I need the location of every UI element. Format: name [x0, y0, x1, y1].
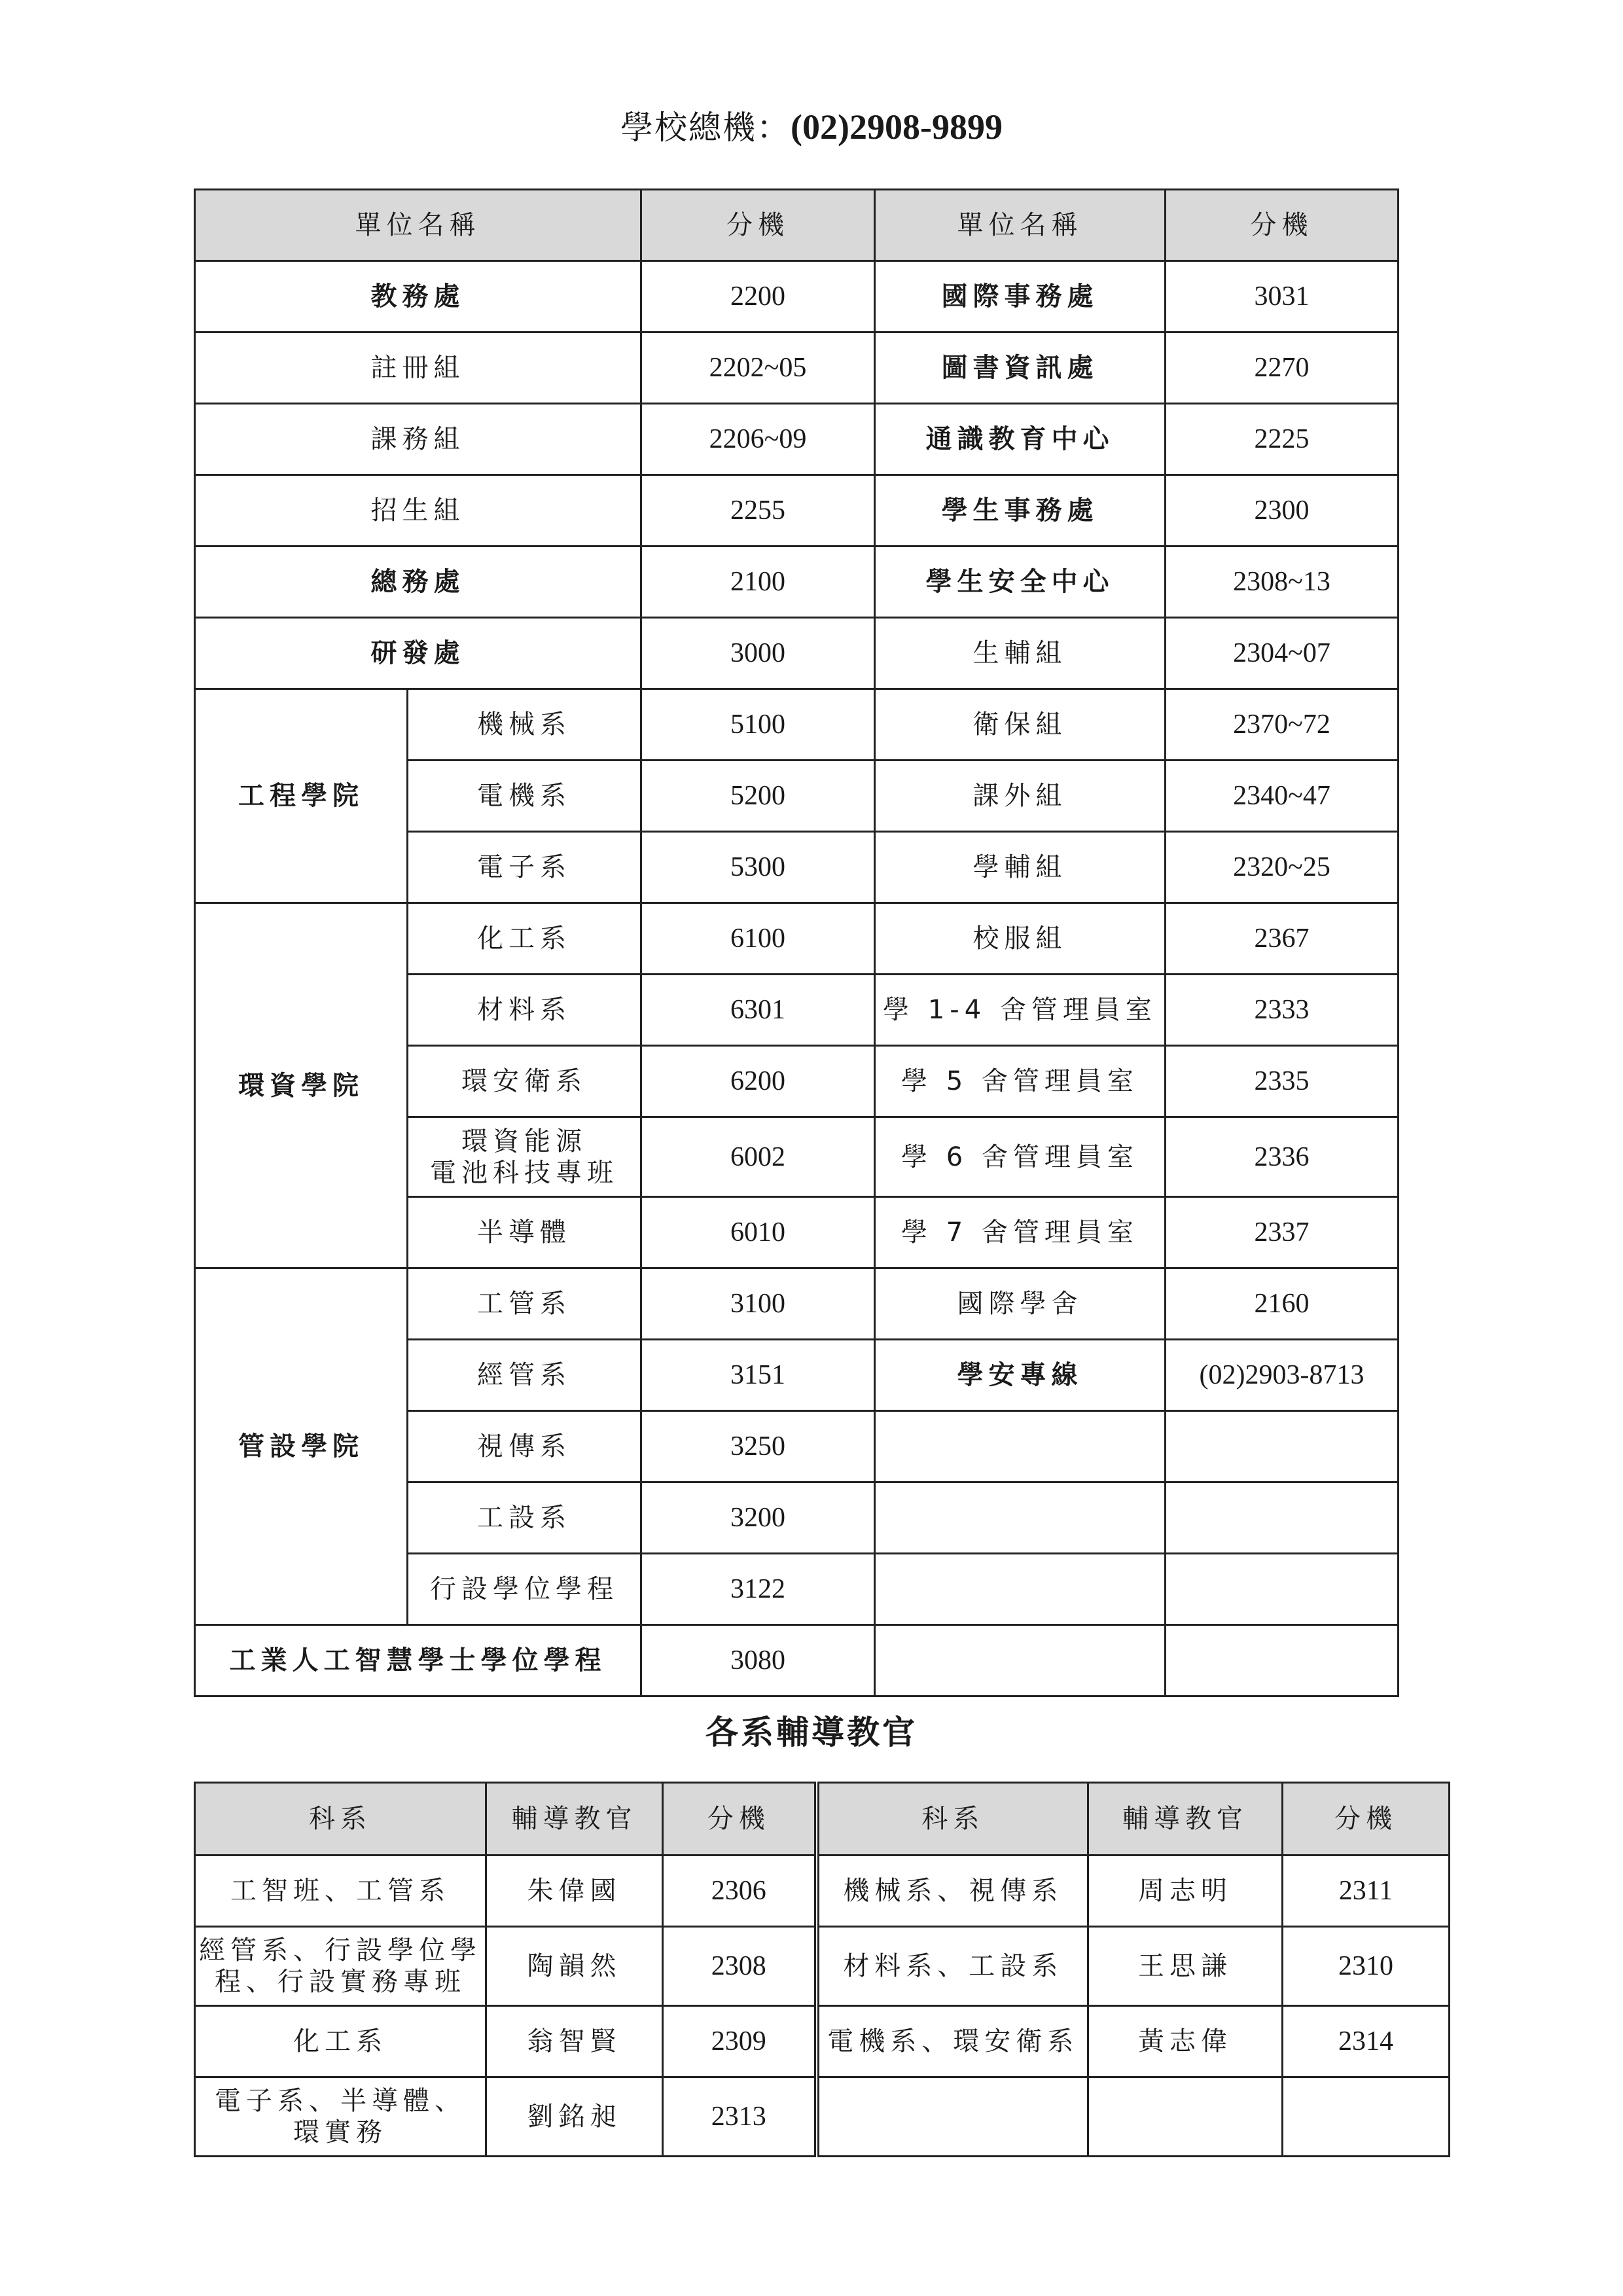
unit-name: 招生組 [195, 475, 641, 547]
unit-extension: 2255 [641, 475, 875, 547]
instructor-extension: 2309 [663, 2006, 817, 2077]
empty-cell [1166, 1625, 1399, 1696]
unit-name: 衛保組 [875, 689, 1166, 761]
department-name: 材料系、工設系 [817, 1927, 1088, 2006]
instructor-name: 陶韻然 [486, 1927, 663, 2006]
unit-extension: 2225 [1166, 404, 1399, 475]
instructor-extension: 2308 [663, 1927, 817, 2006]
header-unit-name: 單位名稱 [195, 190, 641, 261]
unit-extension: 2308~13 [1166, 547, 1399, 618]
instructor-name: 朱偉國 [486, 1856, 663, 1927]
unit-name: 國際學舍 [875, 1268, 1166, 1340]
unit-name: 國際事務處 [875, 261, 1166, 332]
department-extension: 3151 [641, 1340, 875, 1411]
unit-extension: 2340~47 [1166, 761, 1399, 832]
table-row [195, 261, 1399, 332]
college-name: 環資學院 [195, 903, 408, 1268]
table-row [195, 547, 1399, 618]
department-extension: 6200 [641, 1046, 875, 1117]
department-name [817, 2077, 1088, 2157]
table-row [195, 2006, 1450, 2077]
unit-extension: (02)2903-8713 [1166, 1340, 1399, 1411]
instructors-title: 各系輔導教官 [705, 1713, 918, 1751]
department-name: 化工系 [195, 2006, 486, 2077]
empty-cell [875, 1554, 1166, 1625]
extension-table-body [195, 261, 1399, 1696]
department-extension: 6301 [641, 975, 875, 1046]
unit-name: 圖書資訊處 [875, 332, 1166, 404]
instructor-name: 王思謙 [1088, 1927, 1283, 2006]
unit-name: 教務處 [195, 261, 641, 332]
department-name: 材料系 [408, 975, 641, 1046]
unit-extension: 2336 [1166, 1117, 1399, 1197]
unit-name: 學 5 舍管理員室 [875, 1046, 1166, 1117]
department-name: 電子系、半導體、 環實務 [195, 2077, 486, 2157]
unit-extension: 2337 [1166, 1197, 1399, 1268]
department-name: 經管系、行設學位學 程、行設實務專班 [195, 1927, 486, 2006]
department-name: 電機系、環安衛系 [817, 2006, 1088, 2077]
unit-name: 研發處 [195, 618, 641, 689]
empty-cell [875, 1482, 1166, 1554]
department-name: 環安衛系 [408, 1046, 641, 1117]
main-phone-number: (02)2908-9899 [791, 107, 1003, 147]
unit-extension: 2335 [1166, 1046, 1399, 1117]
unit-extension: 2206~09 [641, 404, 875, 475]
unit-name: 學生事務處 [875, 475, 1166, 547]
department-name: 行設學位學程 [408, 1554, 641, 1625]
table-row [195, 903, 1399, 975]
empty-cell [875, 1411, 1166, 1482]
unit-extension: 2333 [1166, 975, 1399, 1046]
department-name: 機械系 [408, 689, 641, 761]
instructors-table [194, 1782, 1450, 2157]
department-extension: 3122 [641, 1554, 875, 1625]
department-name: 視傳系 [408, 1411, 641, 1482]
unit-name: 學安專線 [875, 1340, 1166, 1411]
department-extension: 5200 [641, 761, 875, 832]
unit-name: 學 7 舍管理員室 [875, 1197, 1166, 1268]
instructors-table-body [195, 1856, 1450, 2157]
instructor-extension: 2310 [1283, 1927, 1450, 2006]
department-name: 環資能源 電池科技專班 [408, 1117, 641, 1197]
unit-name: 課外組 [875, 761, 1166, 832]
header-unit-name: 單位名稱 [875, 190, 1166, 261]
table-row [195, 1268, 1399, 1340]
instructor-name: 翁智賢 [486, 2006, 663, 2077]
unit-extension: 3000 [641, 618, 875, 689]
table-row [195, 689, 1399, 761]
department-name: 經管系 [408, 1340, 641, 1411]
department-extension: 3100 [641, 1268, 875, 1340]
department-name: 化工系 [408, 903, 641, 975]
department-extension: 3200 [641, 1482, 875, 1554]
department-name: 工管系 [408, 1268, 641, 1340]
table-row [195, 618, 1399, 689]
unit-extension: 2320~25 [1166, 832, 1399, 903]
unit-extension: 3031 [1166, 261, 1399, 332]
instructor-name: 周志明 [1088, 1856, 1283, 1927]
header-department: 科系 [195, 1783, 486, 1856]
department-extension: 6100 [641, 903, 875, 975]
header-extension: 分機 [1166, 190, 1399, 261]
table-row [195, 1856, 1450, 1927]
college-name: 管設學院 [195, 1268, 408, 1625]
department-name: 半導體 [408, 1197, 641, 1268]
unit-extension: 2270 [1166, 332, 1399, 404]
unit-name: 學 6 舍管理員室 [875, 1117, 1166, 1197]
instructor-name [1088, 2077, 1283, 2157]
department-name: 工設系 [408, 1482, 641, 1554]
unit-name: 校服組 [875, 903, 1166, 975]
table-row [195, 332, 1399, 404]
department-extension: 6002 [641, 1117, 875, 1197]
empty-cell [875, 1625, 1166, 1696]
header-extension: 分機 [663, 1783, 817, 1856]
unit-name: 通識教育中心 [875, 404, 1166, 475]
header-extension: 分機 [1283, 1783, 1450, 1856]
table-row [195, 1625, 1399, 1696]
college-name: 工程學院 [195, 689, 408, 903]
table-row [195, 1927, 1450, 2006]
instructor-name: 黃志偉 [1088, 2006, 1283, 2077]
unit-extension: 2304~07 [1166, 618, 1399, 689]
page-title [0, 103, 1623, 151]
header-instructor: 輔導教官 [1088, 1783, 1283, 1856]
unit-name: 學輔組 [875, 832, 1166, 903]
unit-extension: 2367 [1166, 903, 1399, 975]
empty-cell [1166, 1411, 1399, 1482]
unit-extension: 2200 [641, 261, 875, 332]
instructor-extension: 2311 [1283, 1856, 1450, 1927]
department-extension: 5300 [641, 832, 875, 903]
table-row [195, 475, 1399, 547]
instructor-name: 劉銘昶 [486, 2077, 663, 2157]
instructor-extension: 2306 [663, 1856, 817, 1927]
table-row [195, 2077, 1450, 2157]
unit-name: 總務處 [195, 547, 641, 618]
header-department: 科系 [817, 1783, 1088, 1856]
extension-table [194, 188, 1399, 1697]
empty-cell [1166, 1482, 1399, 1554]
unit-name: 課務組 [195, 404, 641, 475]
unit-extension: 3080 [641, 1625, 875, 1696]
instructor-extension: 2314 [1283, 2006, 1450, 2077]
department-name: 電子系 [408, 832, 641, 903]
department-name: 電機系 [408, 761, 641, 832]
header-instructor: 輔導教官 [486, 1783, 663, 1856]
department-extension: 5100 [641, 689, 875, 761]
department-extension: 3250 [641, 1411, 875, 1482]
department-name: 工智班、工管系 [195, 1856, 486, 1927]
instructor-extension [1283, 2077, 1450, 2157]
unit-name: 生輔組 [875, 618, 1166, 689]
unit-extension: 2202~05 [641, 332, 875, 404]
title-label: 學校總機： [620, 109, 791, 147]
unit-name: 學 1-4 舍管理員室 [875, 975, 1166, 1046]
instructor-extension: 2313 [663, 2077, 817, 2157]
department-extension: 6010 [641, 1197, 875, 1268]
unit-name: 工業人工智慧學士學位學程 [195, 1625, 641, 1696]
table-row [195, 404, 1399, 475]
unit-extension: 2160 [1166, 1268, 1399, 1340]
header-extension: 分機 [641, 190, 875, 261]
unit-name: 註冊組 [195, 332, 641, 404]
unit-name: 學生安全中心 [875, 547, 1166, 618]
department-name: 機械系、視傳系 [817, 1856, 1088, 1927]
unit-extension: 2300 [1166, 475, 1399, 547]
empty-cell [1166, 1554, 1399, 1625]
unit-extension: 2100 [641, 547, 875, 618]
unit-extension: 2370~72 [1166, 689, 1399, 761]
